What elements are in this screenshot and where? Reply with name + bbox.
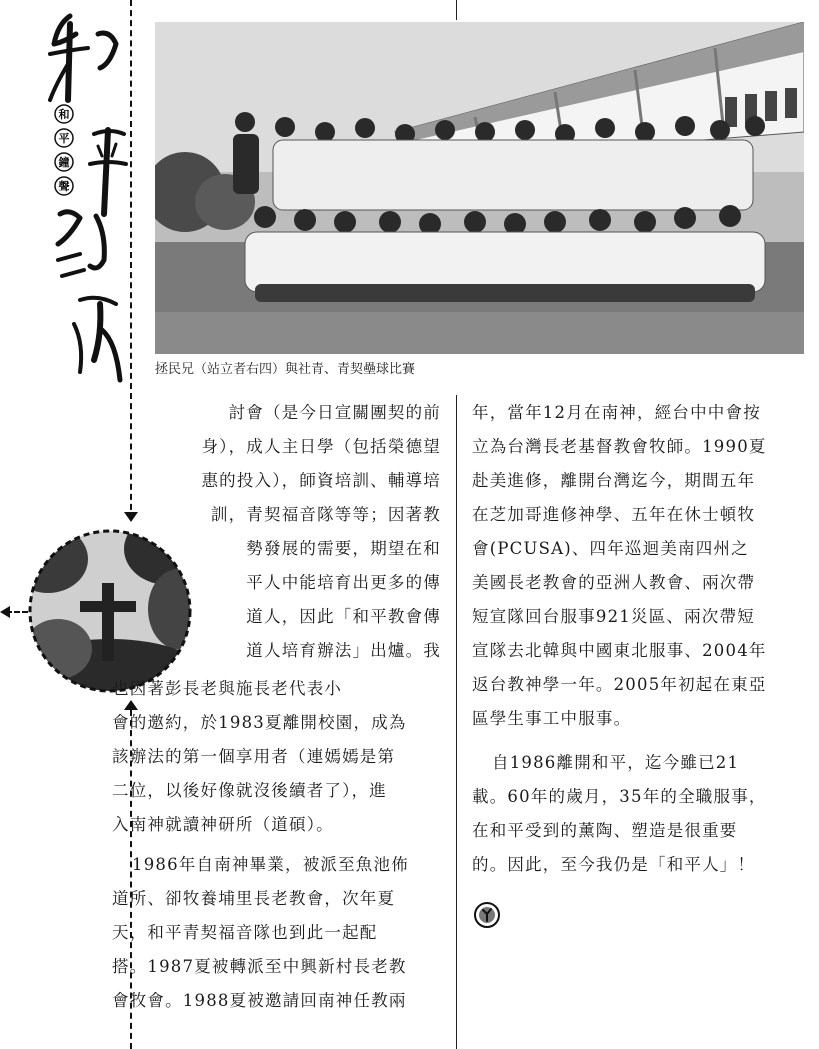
article-line: 在芝加哥進修神學、五年在休士頓牧 xyxy=(472,505,756,524)
article-line: 會的邀約，於1983夏離開校園，成為 xyxy=(112,713,407,732)
article-line: 惠的投入），師資培訓、輔導培 xyxy=(201,471,441,490)
article-line: 區學生事工中服事。 xyxy=(472,709,632,728)
stamp-char: 平 xyxy=(58,132,70,145)
column-divider-top xyxy=(456,0,457,20)
article-line: 會(PCUSA)、四年巡迴美南四州之 xyxy=(472,539,749,558)
article-line: 的。因此，至今我仍是「和平人」！ xyxy=(472,855,756,874)
article-line: 二位，以後好像就沒後續者了），進 xyxy=(112,781,387,800)
article-line: 天，和平青契福音隊也到此一起配 xyxy=(112,923,378,942)
photo-caption: 拯民兄（站立者右四）與社青、青契壘球比賽 xyxy=(155,362,416,377)
article-line: 年，當年12月在南神，經台中中會按 xyxy=(472,403,761,422)
article-line: 討會（是今日宣關團契的前 xyxy=(228,403,441,422)
article-line: 平人中能培育出更多的傳 xyxy=(246,573,441,592)
article-line: 會牧會。1988夏被邀請回南神任教兩 xyxy=(112,991,407,1010)
article-line: 道人，因此「和平教會傳 xyxy=(246,607,441,626)
column-divider xyxy=(456,395,457,1049)
article-line: 身），成人主日學（包括榮德望 xyxy=(201,437,441,456)
article-line: 訓，青契福音隊等等；因著教 xyxy=(210,505,441,524)
article-line: 也因著彭長老與施長老代表小 xyxy=(112,679,343,698)
article-line: 道人培育辦法」出爐。我 xyxy=(246,641,441,660)
article-line: 載。60年的歲月，35年的全職服事， xyxy=(472,787,767,806)
article-line: 自1986離開和平，迄今雖已21 xyxy=(492,753,740,772)
article-line: 宣隊去北韓與中國東北服事、2004年 xyxy=(472,641,767,660)
article-line: 短宣隊回台服事921災區、兩次帶短 xyxy=(472,607,755,626)
article-line: 美國長老教會的亞洲人教會、兩次帶 xyxy=(472,573,756,592)
stamp-char: 鐘 xyxy=(58,156,70,169)
calligraphy-title xyxy=(40,4,130,384)
article-line: 在和平受到的薰陶、塑造是很重要 xyxy=(472,821,738,840)
stamp-char: 和 xyxy=(58,108,70,121)
article-line: 該辦法的第一個享用者（連嫣嫣是第 xyxy=(112,747,396,766)
article-line: 搭。1987夏被轉派至中興新村長老教 xyxy=(112,957,407,976)
article-left-column xyxy=(0,400,455,1049)
group-photo xyxy=(155,22,804,354)
article-line: 返台教神學一年。2005年初起在東亞 xyxy=(472,675,767,694)
article-line: 立為台灣長老基督教會牧師。1990夏 xyxy=(472,437,767,456)
article-line: 勢發展的需要，期望在和 xyxy=(246,539,441,558)
article-line: 1986年自南神畢業，被派至魚池佈 xyxy=(132,855,409,874)
article-line: 入南神就讀神研所（道碩）。 xyxy=(112,815,334,834)
article-line: 道所、卻牧養埔里長老教會，次年夏 xyxy=(112,889,396,908)
stamp-char: 聲 xyxy=(58,180,70,193)
article-line: 赴美進修，離開台灣迄今，期間五年 xyxy=(472,471,756,490)
end-mark-icon xyxy=(473,901,501,929)
